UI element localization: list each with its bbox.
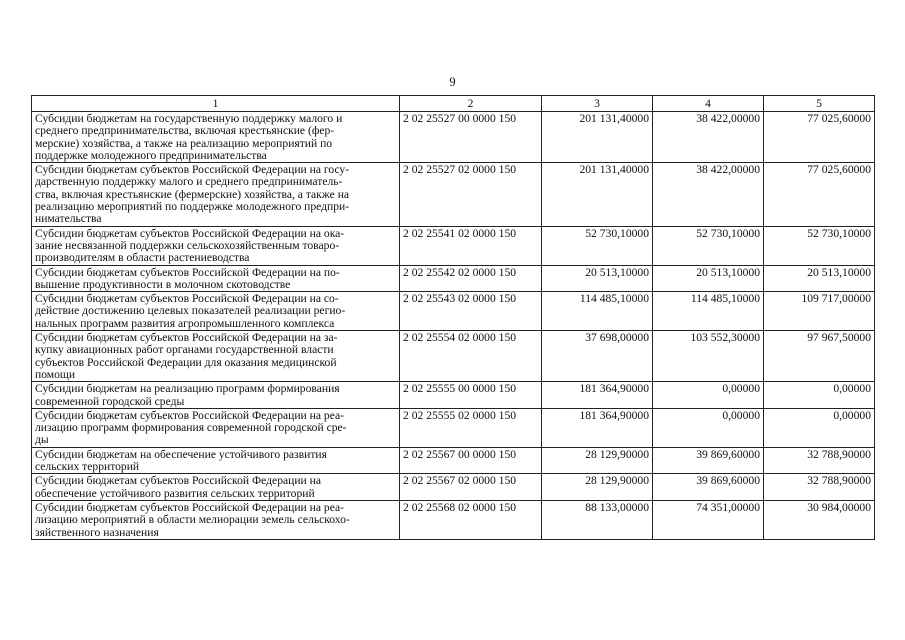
budget-code-cell: 2 02 25568 02 0000 150	[400, 500, 542, 539]
amount-cell-col-3: 181 364,90000	[542, 408, 653, 447]
header-row	[32, 96, 875, 112]
subsidy-name-line: Субсидии бюджетам субъектов Российской Федерации на реа-	[35, 408, 344, 422]
subsidy-name-cell	[32, 292, 400, 331]
amount-cell-col-4: 20 513,10000	[653, 265, 764, 292]
budget-code-cell: 2 02 25554 02 0000 150	[400, 331, 542, 382]
subsidy-name-line: нимательства	[35, 212, 102, 226]
amount-cell-col-4: 38 422,00000	[653, 112, 764, 163]
subsidy-name-line: ства, включая крестьянские (фермерские) хозяйства, а также на	[35, 187, 350, 201]
budget-code-cell: 2 02 25543 02 0000 150	[400, 292, 542, 331]
subsidy-name-line: Субсидии бюджетам субъектов Российской Федерации на реа-	[35, 500, 344, 514]
amount-cell-col-3: 52 730,10000	[542, 226, 653, 265]
subsidy-name-line: обеспечение устойчивого развития сельских территорий	[35, 486, 315, 500]
amount-cell-col-4: 52 730,10000	[653, 226, 764, 265]
subsidy-name-line: Субсидии бюджетам на обеспечение устойчивого развития	[35, 447, 327, 461]
subsidy-name-cell	[32, 474, 400, 501]
column-header-4: 4	[653, 96, 764, 112]
subsidy-name-line: поддержке молодежного предпринимательства	[35, 148, 267, 162]
column-header-1: 1	[32, 96, 400, 112]
amount-cell-col-3: 37 698,00000	[542, 331, 653, 382]
amount-cell-col-5: 20 513,10000	[764, 265, 875, 292]
amount-cell-col-3: 201 131,40000	[542, 163, 653, 226]
amount-cell-col-3: 28 129,90000	[542, 447, 653, 474]
amount-cell-col-4: 39 869,60000	[653, 447, 764, 474]
subsidy-name-line: лизацию программ формирования современной городской сре-	[35, 421, 347, 435]
subsidy-name-line: ды	[35, 433, 49, 447]
subsidy-name-line: зяйственного назначения	[35, 525, 159, 539]
amount-cell-col-3: 88 133,00000	[542, 500, 653, 539]
subsidy-name-line: Субсидии бюджетам субъектов Российской Федерации на госу-	[35, 163, 350, 177]
subsidy-name-line: купку авиационных работ органами государственной власти	[35, 343, 334, 357]
subsidy-name-line: Субсидии бюджетам субъектов Российской Федерации на ока-	[35, 226, 345, 240]
amount-cell-col-5: 77 025,60000	[764, 112, 875, 163]
subsidy-name-cell	[32, 408, 400, 447]
table-row	[32, 265, 875, 292]
table-row	[32, 382, 875, 409]
subsidy-name-line: современной городской среды	[35, 394, 185, 408]
amount-cell-col-4: 0,00000	[653, 408, 764, 447]
subsidy-name-cell	[32, 112, 400, 163]
table-row	[32, 500, 875, 539]
amount-cell-col-5: 97 967,50000	[764, 331, 875, 382]
subsidy-name-line: Субсидии бюджетам на государственную поддержку малого и	[35, 112, 343, 125]
subsidy-name-cell	[32, 331, 400, 382]
budget-table	[31, 95, 875, 540]
subsidy-name-cell	[32, 163, 400, 226]
amount-cell-col-5: 30 984,00000	[764, 500, 875, 539]
subsidy-name-line: Субсидии бюджетам субъектов Российской Федерации на по-	[35, 265, 340, 279]
budget-code-cell: 2 02 25567 02 0000 150	[400, 474, 542, 501]
amount-cell-col-5: 32 788,90000	[764, 447, 875, 474]
amount-cell-col-3: 201 131,40000	[542, 112, 653, 163]
amount-cell-col-5: 32 788,90000	[764, 474, 875, 501]
table-row	[32, 474, 875, 501]
column-header-2: 2	[400, 96, 542, 112]
column-header-3: 3	[542, 96, 653, 112]
subsidy-name-line: зание несвязанной поддержки сельскохозяйственным товаро-	[35, 238, 340, 252]
table-row	[32, 226, 875, 265]
subsidy-name-line: среднего предпринимательства, включая крестьянские (фер-	[35, 124, 335, 138]
subsidy-name-cell	[32, 265, 400, 292]
budget-code-cell: 2 02 25527 00 0000 150	[400, 112, 542, 163]
subsidy-name-line: мерские) хозяйства, а также на реализацию мероприятий по	[35, 136, 333, 150]
page-number: 9	[449, 75, 456, 89]
table-row	[32, 447, 875, 474]
budget-code-cell: 2 02 25567 00 0000 150	[400, 447, 542, 474]
subsidy-name-line: сельских территорий	[35, 460, 140, 474]
subsidy-name-line: Субсидии бюджетам субъектов Российской Федерации на	[35, 474, 321, 488]
amount-cell-col-4: 38 422,00000	[653, 163, 764, 226]
subsidy-name-cell	[32, 447, 400, 474]
budget-code-cell: 2 02 25555 00 0000 150	[400, 382, 542, 409]
budget-code-cell: 2 02 25542 02 0000 150	[400, 265, 542, 292]
subsidy-name-line: действие достижению целевых показателей реализации регио-	[35, 304, 346, 318]
amount-cell-col-5: 77 025,60000	[764, 163, 875, 226]
amount-cell-col-3: 114 485,10000	[542, 292, 653, 331]
subsidy-name-cell	[32, 500, 400, 539]
amount-cell-col-5: 0,00000	[764, 408, 875, 447]
amount-cell-col-4: 74 351,00000	[653, 500, 764, 539]
table-row	[32, 163, 875, 226]
subsidy-name-line: Субсидии бюджетам субъектов Российской Федерации на со-	[35, 292, 339, 306]
subsidy-name-line: нальных программ развития агропромышленного комплекса	[35, 316, 335, 330]
subsidy-name-line: реализацию мероприятий по поддержке молодежного предпри-	[35, 200, 350, 214]
budget-code-cell: 2 02 25555 02 0000 150	[400, 408, 542, 447]
budget-code-cell: 2 02 25541 02 0000 150	[400, 226, 542, 265]
subsidy-name-cell	[32, 226, 400, 265]
table-row	[32, 408, 875, 447]
amount-cell-col-5: 0,00000	[764, 382, 875, 409]
subsidy-name-line: субъектов Российской Федерации для оказания медицинской	[35, 355, 337, 369]
subsidy-name-line: лизацию мероприятий в области мелиорации земель сельскохо-	[35, 513, 350, 527]
subsidy-name-line: дарственную поддержку малого и среднего предприниматель-	[35, 175, 343, 189]
table-body	[32, 112, 875, 540]
subsidy-name-line: помощи	[35, 367, 76, 381]
budget-code-cell: 2 02 25527 02 0000 150	[400, 163, 542, 226]
amount-cell-col-4: 0,00000	[653, 382, 764, 409]
subsidy-name-line: Субсидии бюджетам субъектов Российской Федерации на за-	[35, 331, 338, 345]
column-header-5: 5	[764, 96, 875, 112]
amount-cell-col-4: 39 869,60000	[653, 474, 764, 501]
amount-cell-col-5: 109 717,00000	[764, 292, 875, 331]
subsidy-name-line: Субсидии бюджетам на реализацию программ формирования	[35, 382, 340, 396]
table-row	[32, 292, 875, 331]
subsidy-name-line: вышение продуктивности в молочном скотоводстве	[35, 277, 291, 291]
amount-cell-col-5: 52 730,10000	[764, 226, 875, 265]
subsidy-name-cell	[32, 382, 400, 409]
amount-cell-col-4: 103 552,30000	[653, 331, 764, 382]
table-row	[32, 112, 875, 163]
table-row	[32, 331, 875, 382]
amount-cell-col-4: 114 485,10000	[653, 292, 764, 331]
amount-cell-col-3: 181 364,90000	[542, 382, 653, 409]
amount-cell-col-3: 28 129,90000	[542, 474, 653, 501]
amount-cell-col-3: 20 513,10000	[542, 265, 653, 292]
subsidy-name-line: производителям в области растениеводства	[35, 251, 250, 265]
